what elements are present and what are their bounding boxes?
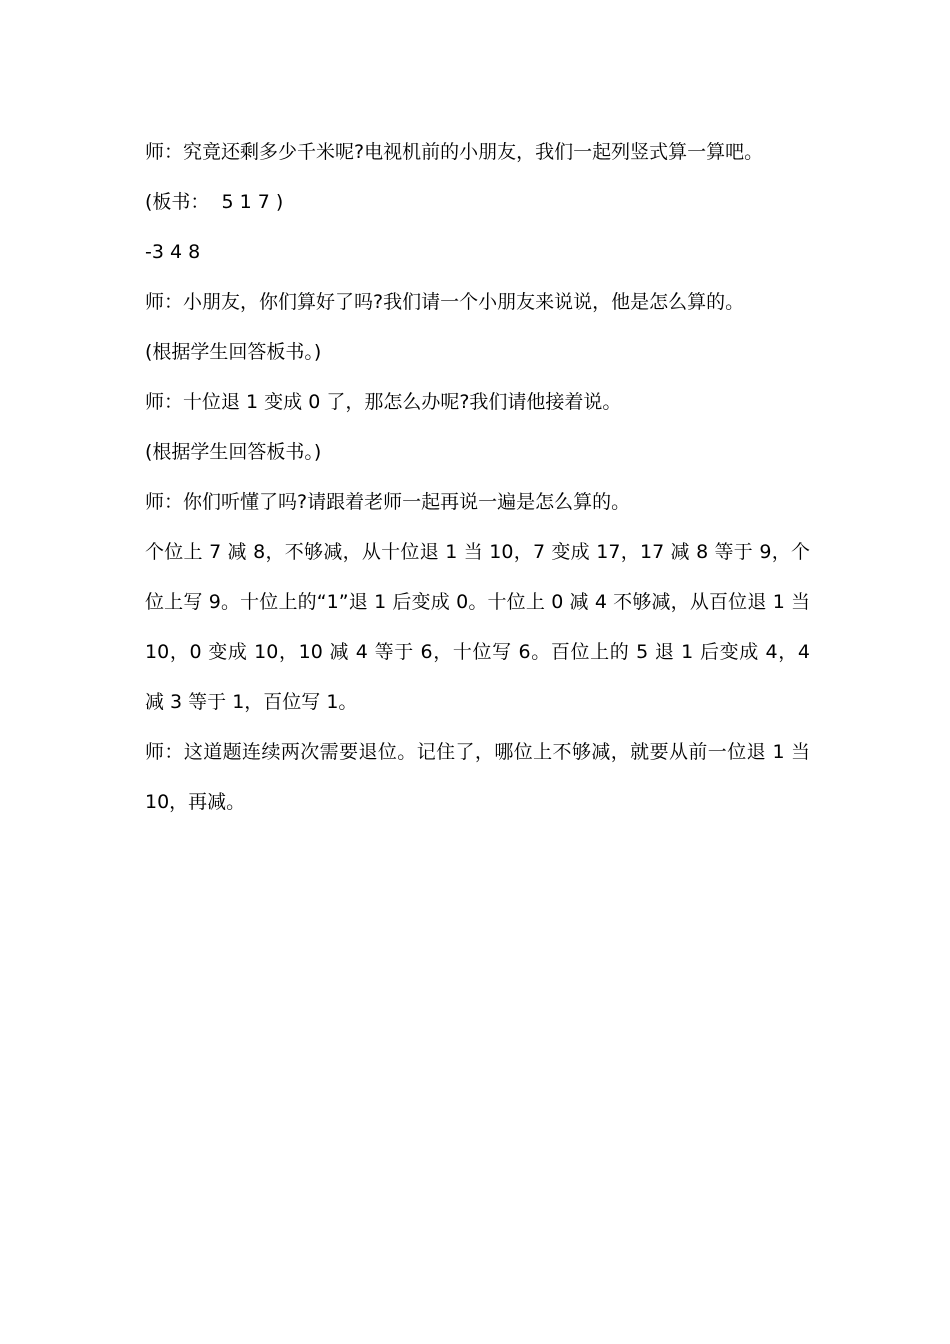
paragraph-board-note-2: (根据学生回答板书。) <box>145 441 322 463</box>
paragraph-teacher-tens-borrow: 师：十位退 1 变成 0 了，那怎么办呢?我们请他接着说。 <box>145 391 622 413</box>
paragraph-teacher-question: 师：究竟还剩多少千米呢?电视机前的小朋友，我们一起列竖式算一算吧。 <box>145 141 764 163</box>
paragraph-teacher-ask-student: 师：小朋友，你们算好了吗?我们请一个小朋友来说说，他是怎么算的。 <box>145 291 745 313</box>
paragraph-board-note-1: (根据学生回答板书。) <box>145 341 322 363</box>
paragraph-teacher-summary: 师：这道题连续两次需要退位。记住了，哪位上不够减，就要从前一位退 1 当 10，再减。 <box>145 741 810 813</box>
paragraph-board-note-minuend: (板书： 5 1 7 ) <box>145 191 284 213</box>
paragraph-explanation: 个位上 7 减 8，不够减，从十位退 1 当 10，7 变成 17，17 减 8 等于 9，个位上写 9。十位上的“1”退 1 后变成 0。十位上 0 减 4 不够减，从百位退 1 当 10，0 变成 10，10 减 4 等于 6，十位写 6。百位上的 5 退 1 后变成 4，4 减 3 等于 1，百位写 1。 <box>145 541 810 713</box>
paragraph-teacher-repeat: 师：你们听懂了吗?请跟着老师一起再说一遍是怎么算的。 <box>145 491 631 513</box>
paragraph-board-note-subtrahend: -3 4 8 <box>145 241 201 263</box>
document-body <box>145 127 810 827</box>
